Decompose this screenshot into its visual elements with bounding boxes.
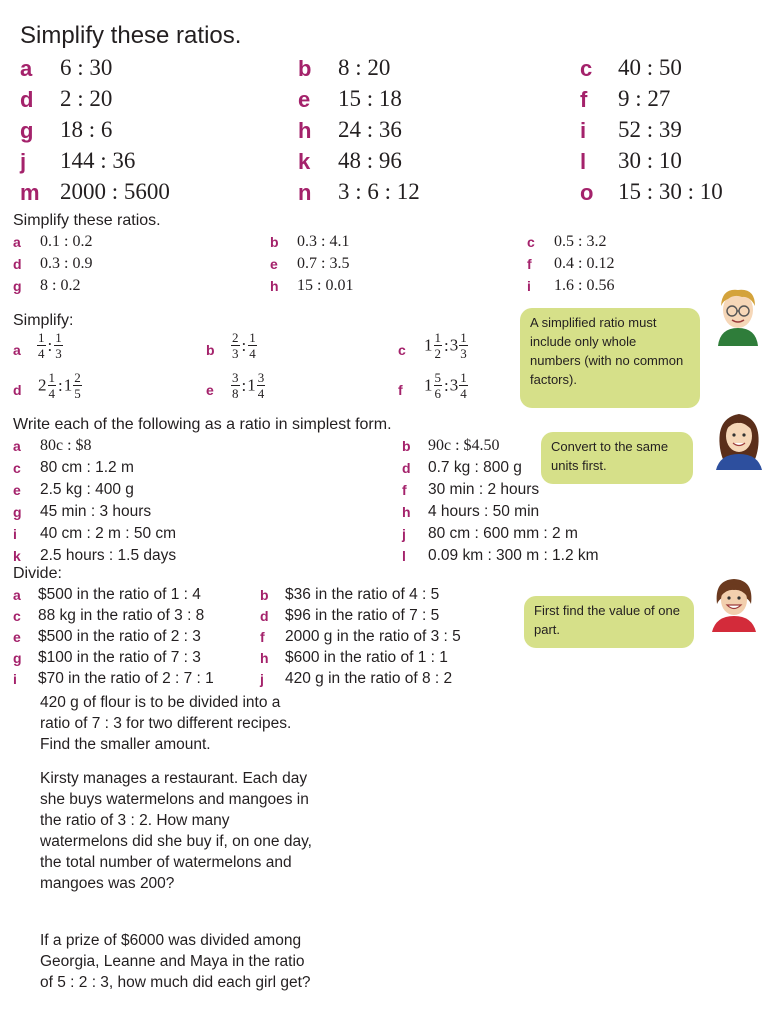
label-d: d xyxy=(260,608,269,624)
item-s4-i: 40 cm : 2 m : 50 cm xyxy=(40,525,177,542)
ratio-s1-b: 8 : 20 xyxy=(338,55,391,80)
ratio-s1-m: 2000 : 5600 xyxy=(60,179,170,204)
section3-heading: Simplify: xyxy=(13,312,74,329)
item-s5-g: $100 in the ratio of 7 : 3 xyxy=(38,649,201,666)
item-s4-k: 2.5 hours : 1.5 days xyxy=(40,547,177,564)
ratio-s1-k: 48 : 96 xyxy=(338,148,402,173)
label-i: i xyxy=(580,118,587,143)
item-s5-j: 420 g in the ratio of 8 : 2 xyxy=(285,670,453,687)
label-l: l xyxy=(402,548,406,564)
ratio-s1-g: 18 : 6 xyxy=(60,117,113,142)
label-g: g xyxy=(13,650,22,666)
label-f: f xyxy=(260,629,265,645)
item-s4-b: 90c : $4.50 xyxy=(428,437,500,454)
word-problem-1: 420 g of flour is to be divided into a ratio of 7 : 3 for two different recipes. Find the smaller amount. xyxy=(40,694,292,753)
ratio-s2-f: 0.4 : 0.12 xyxy=(554,255,615,272)
label-f: f xyxy=(527,256,532,272)
ratio-s2-g: 8 : 0.2 xyxy=(40,277,81,294)
ratio-s1-e: 15 : 18 xyxy=(338,86,402,111)
label-e: e xyxy=(13,629,21,645)
label-b: b xyxy=(206,342,215,358)
ratio-s1-d: 2 : 20 xyxy=(60,86,113,111)
item-s4-d: 0.7 kg : 800 g xyxy=(428,459,522,476)
label-i: i xyxy=(13,671,17,687)
fraction-ratio-f: 1 $\frac{5}{6}$ :3 $\frac{1}{4}$ xyxy=(424,370,467,401)
boy-with-glasses-icon xyxy=(712,284,764,346)
ratio-s1-i: 52 : 39 xyxy=(618,117,682,142)
label-g: g xyxy=(20,118,34,143)
label-f: f xyxy=(398,382,403,398)
label-a: a xyxy=(20,56,33,81)
ratio-s1-l: 30 : 10 xyxy=(618,148,682,173)
ratio-s2-e: 0.7 : 3.5 xyxy=(297,255,350,272)
girl-smiling-icon xyxy=(708,574,760,632)
label-i: i xyxy=(13,526,17,542)
ratio-s1-j: 144 : 36 xyxy=(60,148,136,173)
label-g: g xyxy=(13,278,22,294)
item-s4-h: 4 hours : 50 min xyxy=(428,503,540,520)
item-s4-j: 80 cm : 600 mm : 2 m xyxy=(428,525,578,542)
ratio-s1-h: 24 : 36 xyxy=(338,117,402,142)
section4-heading: Write each of the following as a ratio in simplest form. xyxy=(13,416,392,433)
label-c: c xyxy=(580,56,593,81)
label-d: d xyxy=(13,256,22,272)
label-h: h xyxy=(402,504,411,520)
label-f: f xyxy=(402,482,407,498)
label-a: a xyxy=(13,587,21,603)
label-a: a xyxy=(13,234,21,250)
fraction-ratio-c: 1 $\frac{1}{2}$ :3 $\frac{1}{3}$ xyxy=(424,330,467,361)
label-h: h xyxy=(270,278,279,294)
label-g: g xyxy=(13,504,22,520)
item-s4-c: 80 cm : 1.2 m xyxy=(40,459,134,476)
word-problem-3: If a prize of $6000 was divided among Georgia, Leanne and Maya in the ratio of 5 : 2 : 3, how much did each girl get? xyxy=(40,932,311,991)
section2-heading: Simplify these ratios. xyxy=(13,212,161,229)
item-s5-a: $500 in the ratio of 1 : 4 xyxy=(38,586,201,603)
fraction-ratio-b: $\frac{2}{3}$ : $\frac{1}{4}$ xyxy=(232,330,256,361)
ratio-s1-f: 9 : 27 xyxy=(618,86,671,111)
label-d: d xyxy=(402,460,411,476)
label-h: h xyxy=(298,118,312,143)
label-c: c xyxy=(527,234,535,250)
word-problem-2: Kirsty manages a restaurant. Each day she buys watermelons and mangoes in the ratio of 3 : 2. How many watermelons did she buy if, on one day, the total number of watermelons and mangoes was 200? xyxy=(40,770,312,892)
label-h: h xyxy=(260,650,269,666)
label-c: c xyxy=(13,608,21,624)
ratio-s1-o: 15 : 30 : 10 xyxy=(618,179,723,204)
item-s5-b: $36 in the ratio of 4 : 5 xyxy=(285,586,440,603)
ratio-s1-c: 40 : 50 xyxy=(618,55,682,80)
fraction-ratio-a: $\frac{1}{4}$ : $\frac{1}{3}$ xyxy=(38,330,62,361)
item-s4-g: 45 min : 3 hours xyxy=(40,503,152,520)
label-b: b xyxy=(260,587,269,603)
label-e: e xyxy=(13,482,21,498)
item-s5-c: 88 kg in the ratio of 3 : 8 xyxy=(38,607,205,624)
label-c: c xyxy=(13,460,21,476)
label-b: b xyxy=(402,438,411,454)
item-s5-d: $96 in the ratio of 7 : 5 xyxy=(285,607,440,624)
label-c: c xyxy=(398,342,406,358)
label-j: j xyxy=(260,671,264,687)
label-m: m xyxy=(20,180,40,205)
hint-bubble-same-units: Convert to the same units first. xyxy=(541,432,693,484)
item-s5-i: $70 in the ratio of 2 : 7 : 1 xyxy=(38,670,214,687)
label-j: j xyxy=(402,526,406,542)
girl-long-hair-icon xyxy=(712,408,766,470)
label-e: e xyxy=(206,382,214,398)
label-o: o xyxy=(580,180,594,205)
label-f: f xyxy=(580,87,588,112)
label-d: d xyxy=(20,87,34,112)
label-a: a xyxy=(13,342,21,358)
item-s5-e: $500 in the ratio of 2 : 3 xyxy=(38,628,201,645)
label-k: k xyxy=(13,548,21,564)
label-d: d xyxy=(13,382,22,398)
ratio-s2-i: 1.6 : 0.56 xyxy=(554,277,615,294)
section1-heading: Simplify these ratios. xyxy=(20,22,242,49)
hint-bubble-one-part: First find the value of one part. xyxy=(524,596,694,648)
item-s5-f: 2000 g in the ratio of 3 : 5 xyxy=(285,628,461,645)
item-s4-e: 2.5 kg : 400 g xyxy=(40,481,134,498)
item-s4-l: 0.09 km : 300 m : 1.2 km xyxy=(428,547,599,564)
fraction-ratio-d: 2 $\frac{1}{4}$ :1 $\frac{2}{5}$ xyxy=(38,370,81,401)
label-e: e xyxy=(270,256,278,272)
label-k: k xyxy=(298,149,311,174)
label-e: e xyxy=(298,87,311,112)
ratio-s2-d: 0.3 : 0.9 xyxy=(40,255,93,272)
ratio-s1-n: 3 : 6 : 12 xyxy=(338,179,420,204)
label-i: i xyxy=(527,278,531,294)
item-s5-h: $600 in the ratio of 1 : 1 xyxy=(285,649,448,666)
ratio-s1-a: 6 : 30 xyxy=(60,55,113,80)
label-l: l xyxy=(580,149,587,174)
hint-bubble-whole-numbers: A simplified ratio must include only whole numbers (with no common factors). xyxy=(520,308,700,408)
item-s4-f: 30 min : 2 hours xyxy=(428,481,540,498)
label-j: j xyxy=(20,149,27,174)
fraction-ratio-e: $\frac{3}{8}$ :1 $\frac{3}{4}$ xyxy=(232,370,265,401)
ratio-s2-a: 0.1 : 0.2 xyxy=(40,233,93,250)
ratio-s2-b: 0.3 : 4.1 xyxy=(297,233,350,250)
ratio-s2-c: 0.5 : 3.2 xyxy=(554,233,607,250)
label-n: n xyxy=(298,180,312,205)
label-a: a xyxy=(13,438,21,454)
label-b: b xyxy=(298,56,312,81)
item-s4-a: 80c : $8 xyxy=(40,437,92,454)
section5-heading: Divide: xyxy=(13,565,62,582)
label-b: b xyxy=(270,234,279,250)
ratio-s2-h: 15 : 0.01 xyxy=(297,277,354,294)
